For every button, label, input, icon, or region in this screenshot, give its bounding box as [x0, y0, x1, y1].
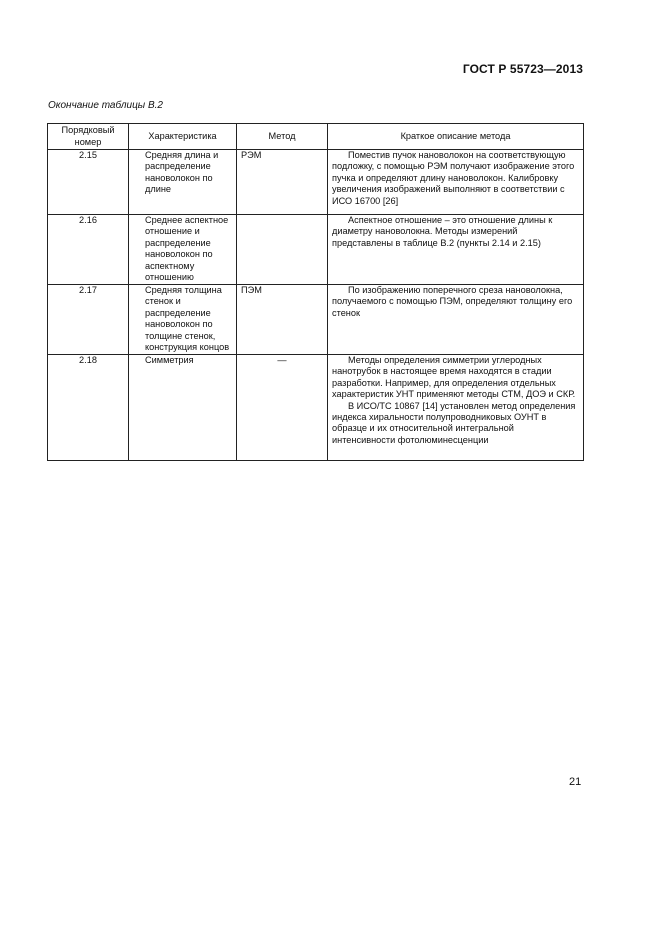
table-row: [48, 215, 584, 285]
row-description: [328, 355, 584, 461]
table-row: [48, 150, 584, 215]
row-number: 2.18: [48, 355, 129, 461]
row-method: —: [237, 355, 328, 461]
row-method: РЭМ: [237, 150, 328, 215]
header-characteristic: Характеристика: [129, 124, 237, 150]
table-header-row: [48, 124, 584, 150]
table-row: [48, 355, 584, 461]
page-number: 21: [569, 776, 582, 788]
description-paragraph: По изображению поперечного среза нановолокна, получаемого с помощью ПЭМ, определяют толщину его стенок: [332, 285, 573, 318]
row-method: [237, 215, 328, 285]
methods-table: [47, 123, 584, 461]
description-paragraph: Аспектное отношение – это отношение длины к диаметру нановолокна. Методы измерений представлены в таблице В.2 (пункты 2.14 и 2.15): [332, 215, 553, 248]
row-description: [328, 150, 584, 215]
row-characteristic: Симметрия: [129, 355, 237, 461]
row-number: 2.16: [48, 215, 129, 285]
description-paragraph: В ИСО/ТС 10867 [14] установлен метод определения индекса хиральности полупроводниковых ОУНТ в образце и их относительной интегральной интенсивности фотолюминесценции: [332, 400, 576, 445]
description-paragraph: Методы определения симметрии углеродных нанотрубок в настоящее время находятся в стадии разработки. Например, для определения отдельных характеристик УНТ применяют методы СТМ, ДОЭ и СКР.: [332, 355, 576, 400]
row-description: [328, 215, 584, 285]
row-number: 2.15: [48, 150, 129, 215]
description-paragraph: Поместив пучок нановолокон на соответствующую подложку, с помощью РЭМ получают изображение этого пучка и определяют длину нановолокон. Калибровку увеличения изображений выполняют в соответствии с ИСО 16700 [26]: [332, 150, 575, 206]
row-characteristic: Среднее аспектное отношение и распределение нановолокон по аспектному отношению: [129, 215, 237, 285]
table-caption: Окончание таблицы В.2: [48, 100, 163, 111]
standard-code: ГОСТ Р 55723—2013: [462, 62, 583, 76]
row-method: ПЭМ: [237, 285, 328, 355]
row-characteristic: Средняя толщина стенок и распределение нановолокон по толщине стенок, конструкция концов: [129, 285, 237, 355]
header-method: Метод: [237, 124, 328, 150]
header-description: Краткое описание метода: [328, 124, 584, 150]
table-row: [48, 285, 584, 355]
row-number: 2.17: [48, 285, 129, 355]
row-description: [328, 285, 584, 355]
row-characteristic: Средняя длина и распределение нановолокон по длине: [129, 150, 237, 215]
header-number: Порядковый номер: [48, 124, 129, 150]
